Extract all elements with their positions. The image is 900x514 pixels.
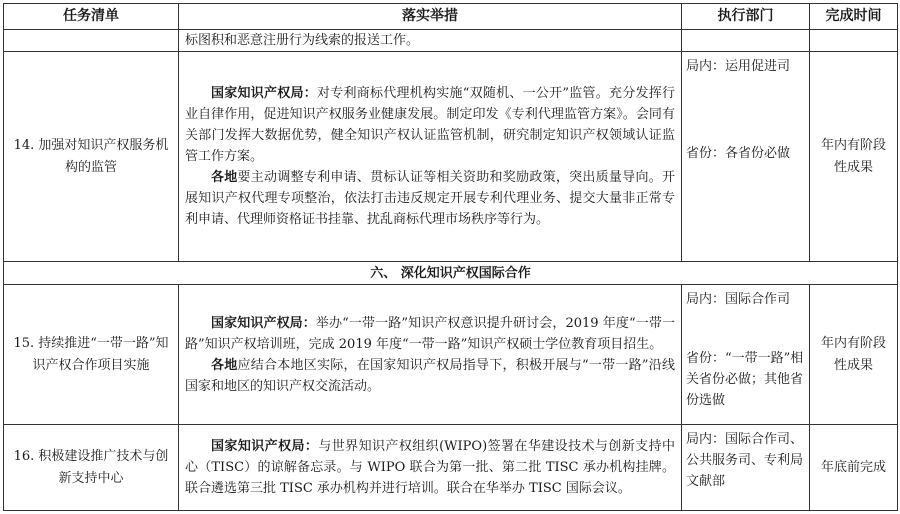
dept-14 bbox=[682, 52, 810, 262]
task-table bbox=[3, 3, 898, 511]
time-14: 年内有阶段性成果 bbox=[810, 52, 898, 262]
org-label: 国家知识产权局： bbox=[211, 439, 319, 454]
measure-text: 应结合本地区实际，在国家知识产权局指导下，积极开展与“一带一路”沿线国家和地区的知识产权交流活动。 bbox=[185, 357, 675, 394]
time-16: 年底前完成 bbox=[810, 425, 898, 511]
table-row-15 bbox=[4, 285, 898, 425]
task-16: 16. 积极建设推广技术与创新支持中心 bbox=[4, 425, 179, 511]
table-row-14 bbox=[4, 52, 898, 262]
org-label: 国家知识产权局： bbox=[211, 86, 317, 101]
dept-16: 局内：国际合作司、公共服务司、专利局文献部 bbox=[682, 425, 810, 511]
time-15: 年内有阶段性成果 bbox=[810, 285, 898, 425]
table-header-row bbox=[4, 4, 898, 30]
dept-province: 省份：“一带一路”相关省份必做；其他省份选做 bbox=[686, 351, 804, 408]
measure-14-para-2 bbox=[185, 167, 675, 230]
task-15: 15. 持续推进“一带一路”知识产权合作项目实施 bbox=[4, 285, 179, 425]
task-14: 14. 加强对知识产权服务机构的监管 bbox=[4, 52, 179, 262]
header-task: 任务清单 bbox=[4, 4, 179, 30]
measure-15 bbox=[179, 285, 682, 425]
measure-text: 与世界知识产权组织(WIPO)签署在华建设技术与创新支持中心（TISC）的谅解备忘录。与 WIPO 联合为第一批、第二批 TISC 承办机构挂牌。联合遴选第三批 TISC 承办机构并进行培训。联合在华举办 TISC 国际会议。 bbox=[185, 439, 675, 496]
measure-text: 要主动调整专利申请、贯标认证等相关资助和奖励政策，突出质量导向。开展知识产权代理专项整治，依法打击违反规定开展专利代理业务、提交大量非正常专利申请、代理师资格证书挂靠、扰乱商标代理市场秩序等行为。 bbox=[185, 170, 675, 227]
measure-15-para-1 bbox=[185, 313, 675, 355]
measure-16 bbox=[179, 425, 682, 511]
dept-15 bbox=[682, 285, 810, 425]
table-row-16 bbox=[4, 425, 898, 511]
org-label: 国家知识产权局： bbox=[211, 315, 316, 331]
task-cell-empty bbox=[4, 30, 179, 52]
header-measures: 落实举措 bbox=[179, 4, 682, 30]
measure-text: 对专利商标代理机构实施“双随机、一公开”监管。充分发挥行业自律作用，促进知识产权服务业健康发展。制定印发《专利代理监管方案》。会同有关部门发挥大数据优势，健全知识产权认证监管机制，研究制定知识产权领域认证监管工作方案。 bbox=[185, 86, 675, 164]
header-time: 完成时间 bbox=[810, 4, 898, 30]
org-label: 各地 bbox=[211, 357, 238, 373]
dept-bureau: 局内：运用促进司 bbox=[686, 59, 791, 74]
measure-continuation-text: 标图积和恶意注册行为线索的报送工作。 bbox=[185, 33, 420, 48]
measure-14 bbox=[179, 52, 682, 262]
header-dept: 执行部门 bbox=[682, 4, 810, 30]
section-6-title: 六、 深化知识产权国际合作 bbox=[4, 262, 898, 285]
dept-bureau: 局内：国际合作司 bbox=[686, 292, 791, 307]
dept-province: 省份：各省份必做 bbox=[686, 146, 791, 161]
measure-text: 举办“一带一路”知识产权意识提升研讨会，2019 年度“一带一路”知识产权培训班，完成 2019 年度“一带一路”知识产权硕士学位教育项目招生。 bbox=[185, 315, 675, 352]
table-row-continuation bbox=[4, 30, 898, 52]
dept-cell-empty bbox=[682, 30, 810, 52]
measure-14-para-1 bbox=[185, 83, 675, 167]
measure-16-para-1 bbox=[185, 436, 675, 499]
section-heading-row bbox=[4, 262, 898, 285]
measure-15-para-2 bbox=[185, 355, 675, 397]
org-label: 各地 bbox=[211, 170, 238, 185]
measure-cell-continuation bbox=[179, 30, 682, 52]
time-cell-empty bbox=[810, 30, 898, 52]
